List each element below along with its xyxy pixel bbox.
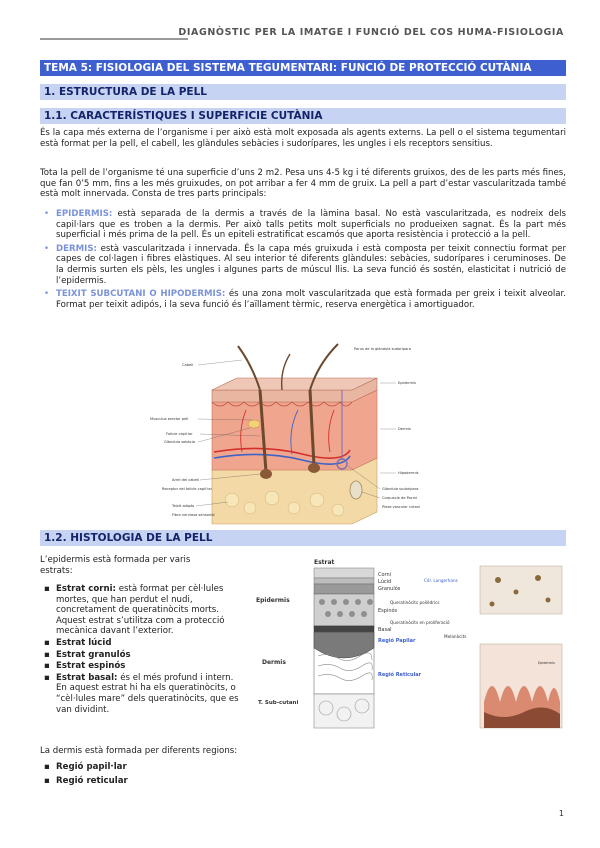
topic-title: TEMA 5: FISIOLOGIA DEL SISTEMA TEGUMENTARI: FUNCIÓ DE PROTECCIÓ CUTÀNIA [40, 60, 566, 76]
list-item [40, 244, 566, 286]
label-dermis: Dermis [262, 659, 286, 666]
square-bullet-icon: ▪ [44, 661, 50, 672]
surface-paragraph: Tota la pell de l’organisme té una superficie d’uns 2 m2. Pesa uns 4-5 kg i té diferents gruixos, des de les parts més fines, que fan 0’5 mm, fins a les més gruixudes, on pot arribar a fer 4 mm de gruix. La pell a part d’estar vascularitzada també està molt innervada. Consta de tres parts principals: [40, 168, 566, 200]
label-regio-papilar: Regió Papilar [378, 638, 416, 644]
label-folicle: Folicle capil·lar [166, 432, 193, 436]
label-epidermis-small: Epidermis [538, 661, 555, 665]
label-basal: Basal [378, 627, 392, 633]
list-item [40, 209, 566, 241]
region-name: Regió reticular [56, 775, 128, 786]
square-bullet-icon: ▪ [44, 775, 50, 786]
layer-description: és una zona molt vascularitzada que està formada per greix i teixit alveolar. Format per teixit adipós, i la seva funció és l’aïllament tèrmic, reserva energètica i amortiguador. [56, 289, 566, 310]
subsection-heading-histology: 1.2. HISTOLOGIA DE LA PELL [40, 530, 566, 546]
bullet-icon: • [44, 243, 50, 254]
histology-column [314, 568, 374, 728]
dermis-intro: La dermis està formada per diferents regions: [40, 746, 238, 756]
bullet-icon: • [44, 209, 50, 219]
stratum-name: Estrat corni: [56, 584, 116, 594]
list-item [40, 650, 240, 661]
square-bullet-icon: ▪ [44, 762, 50, 772]
label-hipodermis: Hipodermis [398, 471, 419, 475]
label-epidermis: Epidermis [398, 381, 416, 385]
list-item [40, 673, 240, 715]
label-dermis: Dermis [398, 427, 411, 431]
label-lucid: Lúcid [378, 579, 392, 585]
label-cabell: Cabell [182, 363, 194, 367]
label-sebacia: Glàndula sebàcia [164, 440, 195, 444]
label-proliferacio: Queratinòcits en proliferació [390, 620, 450, 625]
label-estrat: Estrat [314, 559, 335, 566]
label-plexe: Plexe vascular cutani [382, 505, 421, 509]
square-bullet-icon: ▪ [44, 637, 50, 648]
bullet-icon: • [44, 289, 50, 300]
label-receptor: Receptor del folicle capil·lar [162, 487, 212, 491]
list-item [40, 584, 240, 637]
label-arrel: Arrel del cabell [172, 478, 199, 482]
square-bullet-icon: ▪ [44, 672, 50, 683]
label-porus: Porus de la glàndula sudorípara [354, 347, 411, 351]
label-granulos: Granulós [378, 586, 401, 592]
label-subcutani: T. Sub-cutani [258, 700, 299, 706]
label-musculus: Musculus erector pell [150, 417, 189, 421]
label-poliedrics: Queratinòcits polièdrics [390, 600, 440, 605]
layer-term: TEIXIT SUBCUTANI O HIPODERMIS: [56, 289, 226, 300]
stratum-name: Estrat basal: [56, 672, 118, 683]
layer-description: està vascularitzada i innervada. És la capa més gruixuda i està composta per teixit connectiu format per capes de col·lagen i fibres elàstiques. Al seu interior té diferents glàndules: sebàcies, sudorípares i ceruminoses. De la dermis surten els pèls, les ungles i algunes parts de múscul llis. La seva funció és sostén, elasticitat i nutrició de l’epidermis. [56, 243, 566, 286]
square-bullet-icon: ▪ [44, 649, 50, 660]
header-rule [40, 38, 188, 40]
layer-description: està separada de la dermis a través de la làmina basal. No està vascularitzada, es nodreix dels capil·lars que es troben a la dermis. Per això talls petits molt superficials no produeixen sagnat. És la part més superficial i més prima de la pell. És un epiteli estratificat escamós que aporta resistència i protecció a la pell. [56, 209, 566, 241]
skin-block [212, 344, 377, 524]
layer-term: EPIDERMIS: [56, 209, 113, 219]
dermis-regions-list [40, 762, 240, 789]
list-item [40, 661, 240, 672]
section-heading: 1. ESTRUCTURA DE LA PELL [40, 84, 566, 100]
label-epidermis: Epidermis [256, 597, 290, 604]
layer-term: DERMIS: [56, 243, 97, 254]
histology-figure [248, 552, 566, 730]
label-adipos: Teixit adipós [172, 504, 195, 508]
stratum-name: Estrat granulós [56, 649, 131, 660]
skin-layers-list [40, 209, 566, 313]
list-item [40, 638, 240, 649]
stratum-name: Estrat espinós [56, 661, 126, 672]
stratum-name: Estrat lúcid [56, 637, 112, 648]
list-item [40, 762, 240, 773]
label-fibra: Fibra nerviosa sensorial [172, 513, 215, 517]
list-item [40, 776, 240, 787]
label-regio-reticular: Regió Reticular [378, 672, 422, 678]
stratum-description: és el més profund i intern. En aquest estrat hi ha els queratinòcits, o “cèl·lules mare” dels queratinòcits, que es van dividint. [56, 672, 239, 715]
intro-paragraph: És la capa més externa de l’organisme i per això està molt exposada als agents externs. La pell o el sistema tegumentari està format per la pell, el cabell, les glàndules sebàcies i sudorípares, les ungles i els receptors sensitius. [40, 128, 566, 149]
square-bullet-icon: ▪ [44, 584, 50, 594]
label-corni: Corni [378, 572, 392, 578]
label-espinos: Espinós [378, 608, 398, 614]
region-name: Regió papil·lar [56, 762, 127, 772]
list-item [40, 289, 566, 310]
page-number: 1 [558, 809, 564, 818]
subsection-heading-characteristics: 1.1. CARACTERÍSTIQUES I SUPERFICIE CUTÀNIA [40, 108, 566, 124]
label-melanocits: Melanòcits [444, 634, 467, 639]
label-langerhans: Cél. Langerhans [424, 578, 458, 583]
header-title: DIAGNÒSTIC PER LA IMATGE I FUNCIÓ DEL COS HUMA-FISIOLOGIA [178, 27, 564, 38]
histology-intro: L’epidermis està formada per varis estrats: [40, 555, 191, 576]
skin-anatomy-figure [142, 340, 438, 526]
strata-list [40, 584, 240, 716]
label-pacini: Corpuscle de Pacini [382, 496, 418, 500]
stratum-description: està format per cèl·lules mortes, que han perdut el nudi, concretament de queratinòcits morts. Aquest estrat s’utilitza com a protecció mecànica davant l’exterior. [56, 584, 225, 637]
langerhans-micrograph [480, 566, 562, 614]
label-sudoripara: Glàndula sudorípara [382, 487, 419, 491]
